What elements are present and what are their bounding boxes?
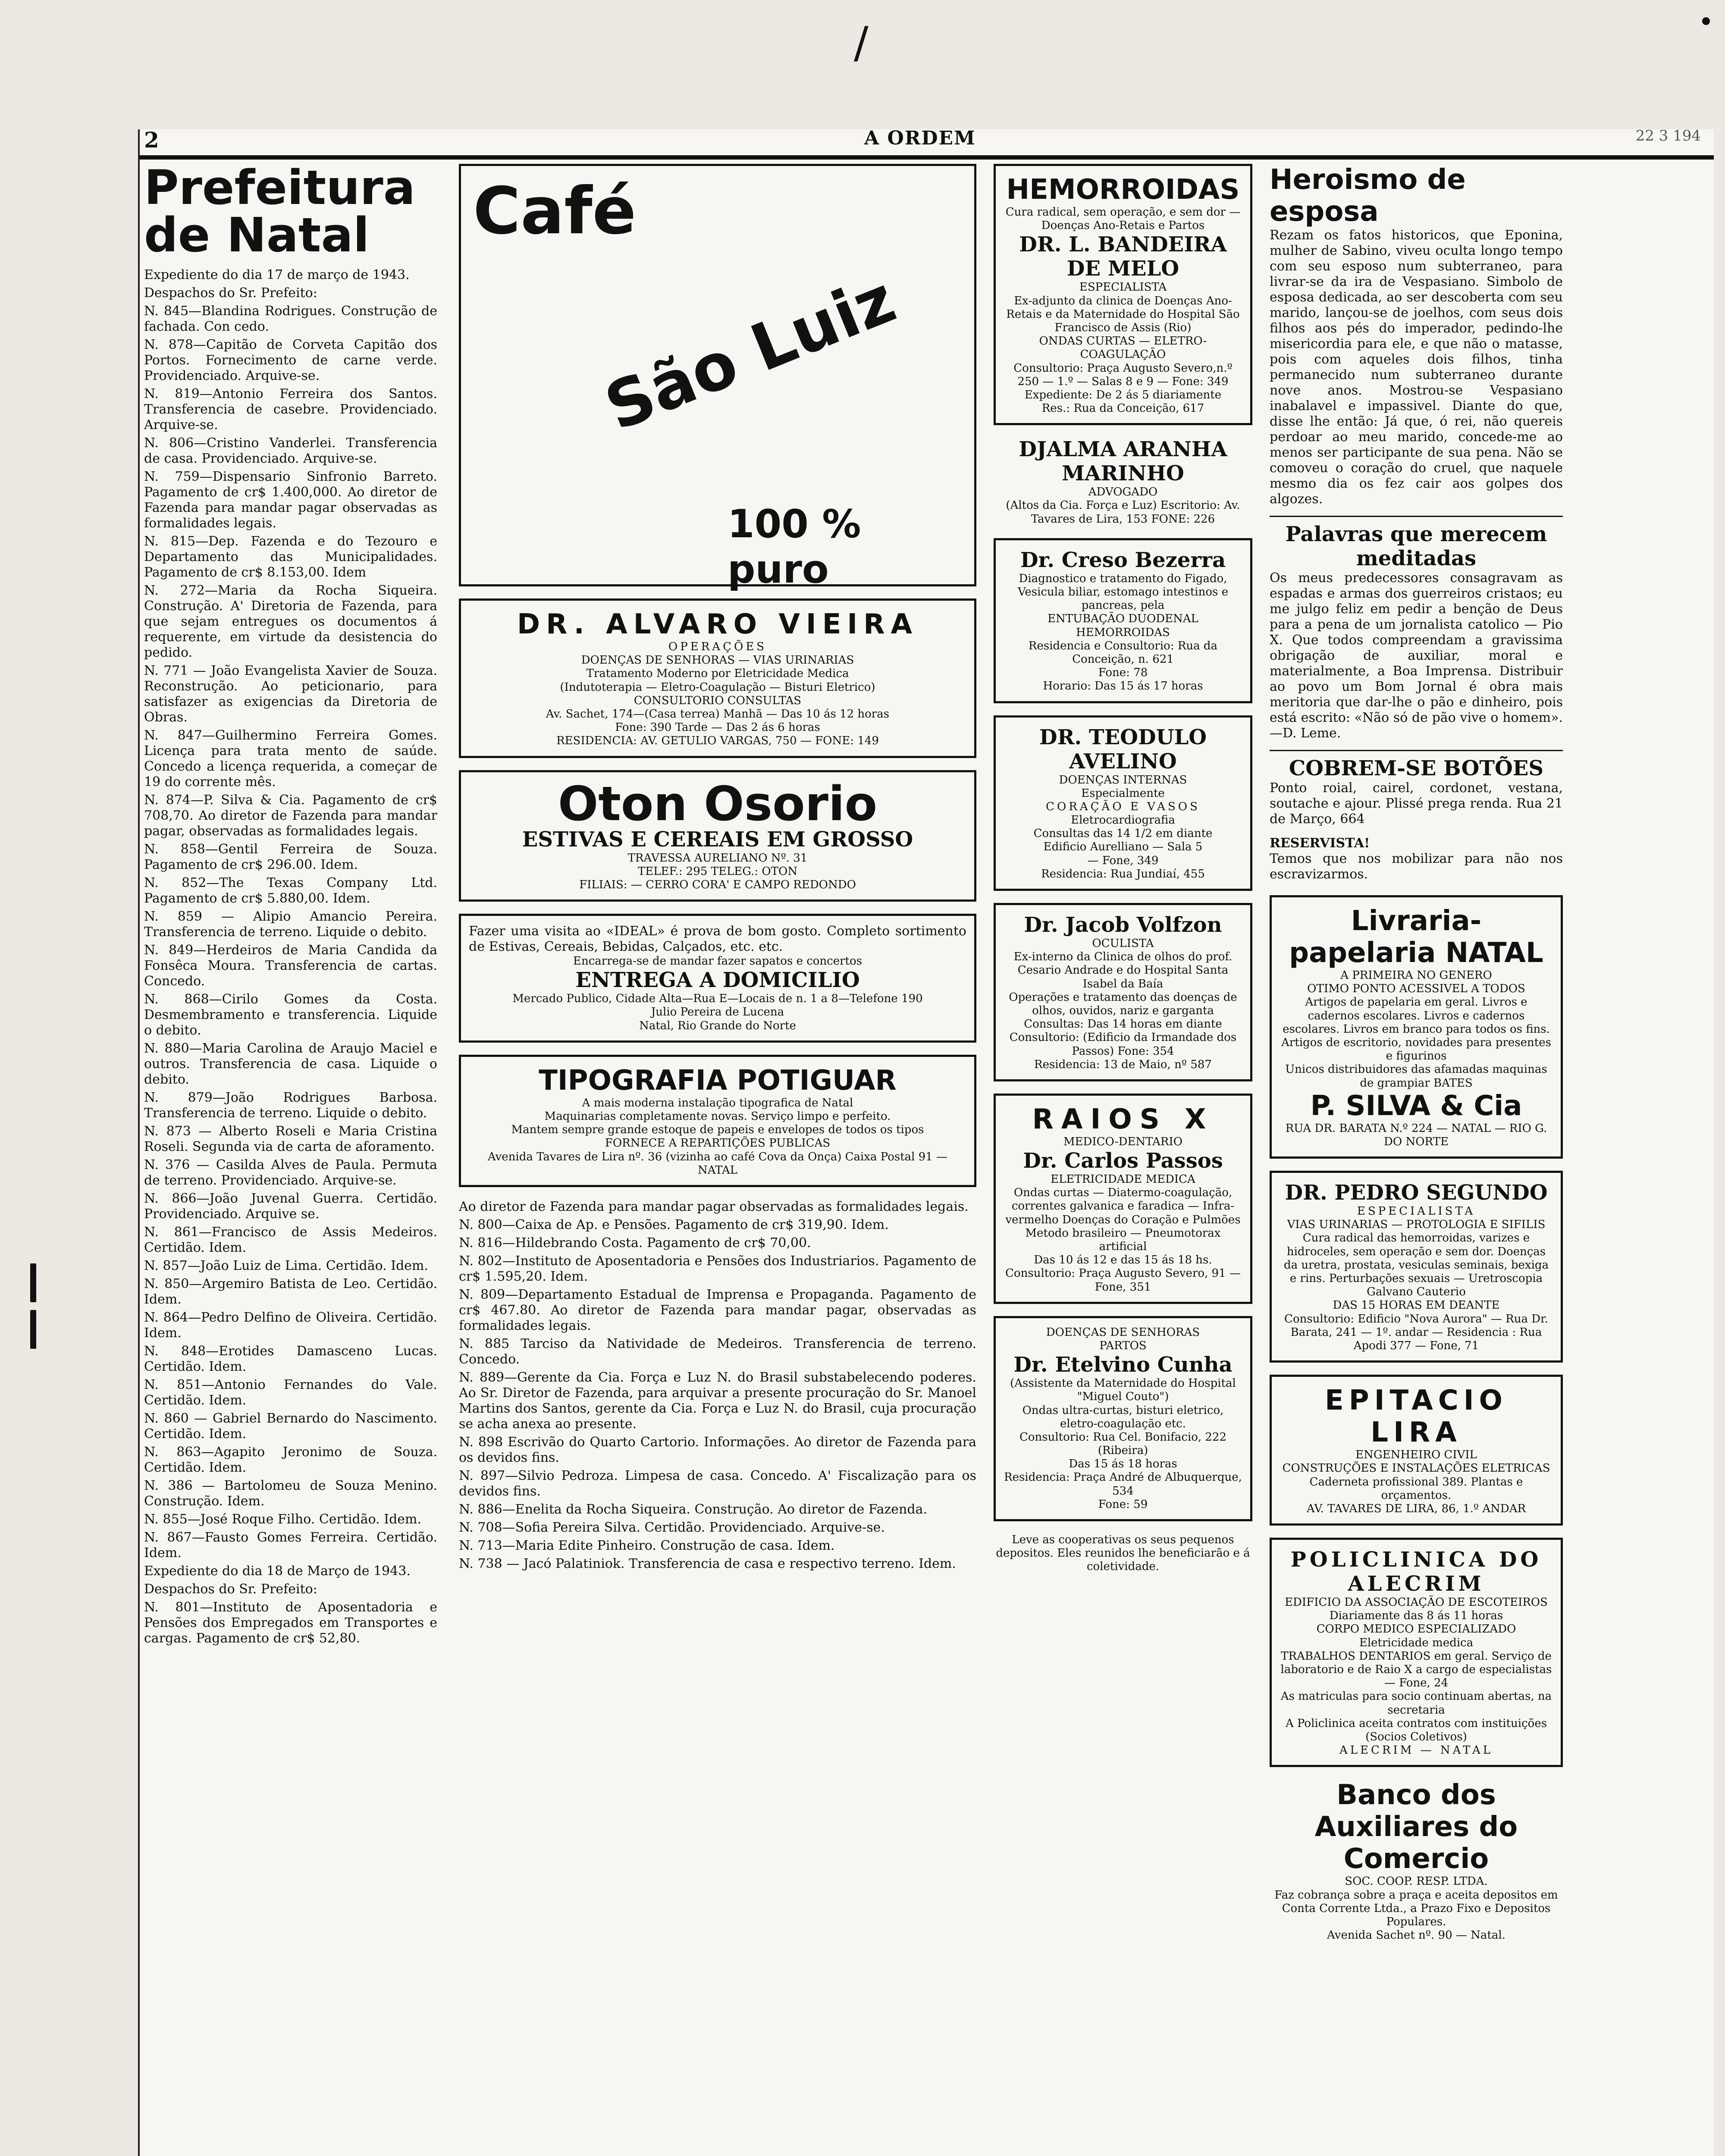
masthead <box>140 129 1714 160</box>
palavras-article <box>1270 522 1563 741</box>
volfzon-role: OCULISTA <box>1092 937 1154 950</box>
etelvino-title: DOENÇAS DE SENHORAS <box>1046 1326 1200 1339</box>
banco-line2: Faz cobrança sobre a praça e aceita depositos em Conta Corrente Ltda., a Prazo Fixo e Depositos Populares. <box>1274 1888 1558 1928</box>
banco-line1: SOC. COOP. RESP. LTDA. <box>1345 1875 1488 1888</box>
hemorroidas-consultorio: Consultorio: Praça Augusto Severo,n.º 250 — 1.º — Salas 8 e 9 — Fone: 349 <box>1013 361 1233 388</box>
teodulo-line1: DOENÇAS INTERNAS <box>1059 773 1187 787</box>
creso-ad <box>994 538 1252 703</box>
volfzon-line2: Operações e tratamento das doenças de olhos, ouvidos, nariz e garganta <box>1009 990 1237 1017</box>
cafe-brand-2: São Luiz <box>595 262 906 445</box>
hemorroidas-doctor: DR. L. BANDEIRA DE MELO <box>1019 232 1227 281</box>
tipografia-line4: FORNECE A REPARTIÇÕES PUBLICAS <box>605 1137 831 1150</box>
segundo-line4: Consultorio: Edificio "Nova Aurora" — Rua Dr. Barata, 241 — 1º. andar — Residencia : Rua Apodi 377 — Fone, 71 <box>1284 1312 1548 1352</box>
teodulo-line7: — Fone, 349 <box>1087 854 1159 867</box>
teodulo-line8: Residencia: Rua Jundiaí, 455 <box>1041 867 1205 881</box>
livraria-ad <box>1270 895 1563 1159</box>
creso-line1: Diagnostico e tratamento do Figado, Vesicula biliar, estomago intestinos e pancreas, pela <box>1018 572 1228 612</box>
despacho-entry: N. 889—Gerente da Cia. Força e Luz N. do Brasil substabelecendo poderes. Ao Sr. Diretor de Fazenda, para arquivar a presente procuração do Sr. Manoel Martins dos Santos, gerente da Cia. Força e Luz N. do Brasil, cuja procuração se acha anexa ao presente. <box>459 1369 976 1432</box>
hemorroidas-ad <box>994 164 1252 425</box>
despacho-entry: N. 849—Herdeiros de Maria Candida da Fonsêca Moura. Transferencia de cartas. Concedo. <box>144 943 437 989</box>
etelvino-line2: Ondas ultra-curtas, bisturi eletrico, eletro-coagulação etc. <box>1022 1404 1224 1430</box>
despacho-entry: Expediente do dia 18 de Março de 1943. <box>144 1564 411 1579</box>
vieira-line5: Av. Sachet, 174—(Casa terrea) Manhã — Das 10 ás 12 horas <box>546 707 890 721</box>
raiosx-line4: Das 10 ás 12 e das 15 ás 18 hs. <box>1034 1253 1212 1267</box>
creso-line6: Horario: Das 15 ás 17 horas <box>1043 680 1203 693</box>
column-doctors <box>994 164 1252 1574</box>
column-prefeitura <box>144 160 437 1649</box>
teodulo-line5: Consultas das 14 1/2 em diante <box>1033 827 1213 840</box>
despacho-entry: N. 868—Cirilo Gomes da Costa. Desmembramento e transferencia. Liquide o debito. <box>144 992 437 1038</box>
tipografia-line1: A mais moderna instalação tipografica de Natal <box>582 1096 853 1109</box>
policlinica-line5: TRABALHOS DENTARIOS em geral. Serviço de laboratorio e de Raio X a cargo de especialistas — Fone, 24 <box>1280 1649 1552 1690</box>
raiosx-line3: Ondas curtas — Diatermo-coagulação, correntes galvanica e faradica — Infra-vermelho Doenças do Coração e Pulmões Metodo brasileiro — Pneumotorax artificial <box>1005 1186 1241 1253</box>
hemorroidas-details: Ex-adjunto da clinica de Doenças Ano-Retais e da Maternidade do Hospital São Francisco de Assis (Rio) <box>1006 294 1240 334</box>
etelvino-ad <box>994 1316 1252 1521</box>
despacho-entry: N. 809—Departamento Estadual de Imprensa e Propaganda. Pagamento de cr$ 467.80. Ao diretor de Fazenda para mandar pagar, observadas as formalidades legais. <box>459 1287 976 1333</box>
despacho-entry: N. 801—Instituto de Aposentadoria e Pensões dos Empregados em Transportes e cargas. Pagamento de cr$ 52,80. <box>144 1600 437 1646</box>
policlinica-line7: A Policlinica aceita contratos com instituições (Socios Coletivos) <box>1285 1717 1547 1743</box>
livraria-title: Livraria-papelaria NATAL <box>1289 905 1543 969</box>
despacho-entry: N. 864—Pedro Delfino de Oliveira. Certidão. Idem. <box>144 1310 437 1341</box>
segundo-esp: ESPECIALISTA <box>1357 1205 1476 1218</box>
volfzon-line1: Ex-interno da Clinica de olhos do prof. Cesario Andrade e do Hospital Santa Isabel da Baía <box>1013 950 1233 990</box>
heroismo-title: Heroismo de esposa <box>1270 164 1466 228</box>
despacho-entry: N. 885 Tarciso da Natividade de Medeiros. Transferencia de terreno. Concedo. <box>459 1336 976 1367</box>
creso-line5: Fone: 78 <box>1098 666 1148 680</box>
ideal-line5: Julio Pereira de Lucena <box>651 1006 784 1019</box>
oton-name: Oton Osorio <box>558 776 878 831</box>
policlinica-line6: As matriculas para socio continuam abertas, na secretaria <box>1280 1690 1552 1717</box>
despacho-entry: N. 386 — Bartolomeu de Souza Menino. Construção. Idem. <box>144 1478 437 1509</box>
palavras-text: Os meus predecessores consagravam as espadas e armas dos guerreiros cristaos; eu me julgo feliz em pedir a benção de Deus para a pena de um jornalista catolico — Pio X. Que todos compreendam a gravissima obrigação de auxiliar, moral e materialmente, a Boa Imprensa. Distribuir ao povo um Bom Jornal é obra mais meritoria que dar-lhe o pão e dinheiro, pois está escrito: «Não só de pão vive o homem».—D. Leme. <box>1270 570 1563 741</box>
etelvino-line1: (Assistente da Maternidade do Hospital "Miguel Couto") <box>1010 1377 1236 1404</box>
despacho-entry: N. 857—João Luiz de Lima. Certidão. Idem. <box>144 1258 429 1273</box>
hemorroidas-sub: Cura radical, sem operação, e sem dor — Doenças Ano-Retais e Partos <box>1005 206 1241 232</box>
djalma-name: DJALMA ARANHA MARINHO <box>1019 437 1227 486</box>
heroismo-article <box>1270 164 1563 507</box>
raiosx-line2: ELETRICIDADE MEDICA <box>1051 1173 1195 1186</box>
newspaper-page <box>138 129 1714 2156</box>
despacho-entry: N. 860 — Gabriel Bernardo do Nascimento. Certidão. Idem. <box>144 1411 437 1442</box>
epitacio-line1: ENGENHEIRO CIVIL <box>1355 1448 1477 1462</box>
creso-line3: HEMORROIDAS <box>1076 626 1170 639</box>
despacho-entry: N. 738 — Jacó Palatiniok. Transferencia de casa e respectivo terreno. Idem. <box>459 1556 956 1571</box>
palavras-title: Palavras que merecem meditadas <box>1285 522 1547 570</box>
hemorroidas-res: Res.: Rua da Conceição, 617 <box>1041 402 1204 415</box>
ideal-text: Fazer uma visita ao «IDEAL» é prova de bom gosto. Completo sortimento de Estivas, Cereais, Bebidas, Calçados, etc. etc. <box>469 924 966 955</box>
despacho-entry: N. 815—Dep. Fazenda e do Tezouro e Departamento das Municipalidades. Pagamento de cr$ 8.153,00. Idem <box>144 534 437 580</box>
despacho-entry: N. 863—Agapito Jeronimo de Souza. Certidão. Idem. <box>144 1445 437 1475</box>
despacho-entry: N. 873 — Alberto Roseli e Maria Cristina Roseli. Segunda via de carta de aforamento. <box>144 1124 437 1154</box>
tipografia-title: TIPOGRAFIA POTIGUAR <box>539 1064 897 1097</box>
despacho-entry: N. 855—José Roque Filho. Certidão. Idem. <box>144 1512 422 1527</box>
despacho-entry: N. 897—Silvio Pedroza. Limpesa de casa. Concedo. A' Fiscalização para os devidos fins. <box>459 1468 976 1499</box>
dot-mark <box>1702 17 1710 25</box>
segundo-line3: DAS 15 HORAS EM DEANTE <box>1333 1299 1500 1312</box>
volfzon-name: Dr. Jacob Volfzon <box>1024 913 1222 937</box>
banco-title: Banco dos Auxiliares do Comercio <box>1314 1779 1518 1875</box>
teodulo-line2: Especialmente <box>1081 787 1165 800</box>
volfzon-line5: Residencia: 13 de Maio, nº 587 <box>1034 1058 1212 1071</box>
livraria-addr: RUA DR. BARATA N.º 224 — NATAL — RIO G. DO NORTE <box>1285 1122 1547 1148</box>
vieira-ad <box>459 599 976 758</box>
livraria-line3: Artigos de papelaria em geral. Livros e cadernos escolares. Livros e cadernos escolares. Livros em branco para todos os fins. Artigos de escritorio, novidades para presentes e figurinos <box>1281 996 1551 1063</box>
despacho-entry: N. 850—Argemiro Batista de Leo. Certidão. Idem. <box>144 1276 437 1307</box>
despacho-entry: N. 845—Blandina Rodrigues. Construção de fachada. Con cedo. <box>144 304 437 334</box>
epitacio-line4: AV. TAVARES DE LIRA, 86, 1.º ANDAR <box>1306 1502 1526 1515</box>
policlinica-line4: Eletricidade medica <box>1359 1636 1474 1649</box>
policlinica-line3: CORPO MEDICO ESPECIALIZADO <box>1316 1623 1516 1636</box>
ideal-line6: Natal, Rio Grande do Norte <box>639 1019 796 1032</box>
despacho-entry: N. 852—The Texas Company Ltd. Pagamento de cr$ 5.880,00. Idem. <box>144 875 437 906</box>
prefeitura-body <box>144 267 437 1646</box>
policlinica-line2: Diariamente das 8 ás 11 horas <box>1329 1609 1503 1623</box>
banco-ad <box>1270 1779 1563 1942</box>
etelvino-line6: Fone: 59 <box>1098 1498 1148 1511</box>
vieira-line4: CONSULTORIO CONSULTAS <box>634 694 802 707</box>
despacho-entry: N. 886—Enelita da Rocha Siqueira. Construção. Ao diretor de Fazenda. <box>459 1501 928 1517</box>
volfzon-line3: Consultas: Das 14 horas em diante <box>1024 1018 1222 1031</box>
raiosx-name: Dr. Carlos Passos <box>1023 1149 1223 1173</box>
despacho-entry: N. 806—Cristino Vanderlei. Transferencia de casa. Providenciado. Arquive-se. <box>144 436 437 466</box>
etelvino-line3: Consultorio: Rua Cel. Bonifacio, 222 (Ribeira) <box>1019 1430 1227 1457</box>
epitacio-ad <box>1270 1375 1563 1526</box>
creso-name: Dr. Creso Bezerra <box>1020 548 1226 572</box>
teodulo-ad <box>994 715 1252 891</box>
page-number: 2 <box>144 127 159 153</box>
oton-line2: TRAVESSA AURELIANO Nº. 31 <box>627 851 808 865</box>
despacho-entry: N. 878—Capitão de Corveta Capitão dos Portos. Fornecimento de carne verde. Providenciado. Arquive-se. <box>144 337 437 383</box>
teodulo-line6: Edificio Aurelliano — Sala 5 <box>1043 840 1203 854</box>
segundo-line2: Cura radical das hemorroidas, varizes e hidroceles, sem operação e sem dor. Doenças da uretra, prostata, vesiculas seminais, bexiga e rins. Perturbações sexuais — Uretroscopia Galvano Cauterio <box>1283 1232 1549 1299</box>
despacho-entry: N. 859 — Alipio Amancio Pereira. Transferencia de terreno. Liquide o debito. <box>144 909 437 940</box>
reservista-text: Temos que nos mobilizar para não nos escravizarmos. <box>1270 851 1563 882</box>
ideal-ad <box>459 914 976 1043</box>
vieira-name: DR. ALVARO VIEIRA <box>517 608 919 640</box>
despacho-entry: N. 861—Francisco de Assis Medeiros. Certidão. Idem. <box>144 1225 437 1255</box>
despacho-entry: N. 816—Hildebrando Costa. Pagamento de cr$ 70,00. <box>459 1235 811 1250</box>
teodulo-name: DR. TEODULO AVELINO <box>1039 725 1207 774</box>
despacho-entry: N. 708—Sofia Pereira Silva. Certidão. Providenciado. Arquive-se. <box>459 1520 885 1535</box>
vieira-line3: (Indutoterapia — Eletro-Coagulação — Bisturi Eletrico) <box>560 680 875 694</box>
ideal-line2: Encarrega-se de mandar fazer sapatos e concertos <box>573 955 862 968</box>
oton-ad <box>459 770 976 902</box>
vieira-line6: Fone: 390 Tarde — Das 2 ás 6 horas <box>615 721 820 734</box>
tipografia-line2: Maquinarias completamente novas. Serviço limpo e perfeito. <box>544 1110 891 1123</box>
livraria-company: P. SILVA & Cia <box>1310 1090 1522 1122</box>
livraria-line1: A PRIMEIRA NO GENERO <box>1340 969 1492 982</box>
etelvino-line4: Das 15 ás 18 horas <box>1069 1457 1177 1471</box>
column-ads-center <box>459 164 976 1574</box>
despacho-entry: N. 847—Guilhermino Ferreira Gomes. Licença para trata mento de saúde. Concedo a licença requerida, a começar de 19 do corrente mês. <box>144 728 437 790</box>
livraria-line2: OTIMO PONTO ACESSIVEL A TODOS <box>1307 982 1525 996</box>
djalma-addr: (Altos da Cia. Força e Luz) Escritorio: Av. Tavares de Lira, 153 FONE: 226 <box>1006 499 1240 526</box>
despacho-entry: N. 874—P. Silva & Cia. Pagamento de cr$ 708,70. Ao diretor de Fazenda para mandar pagar, observadas as formalidades legais. <box>144 793 437 839</box>
botoes-title: COBREM-SE BOTÕES <box>1289 756 1544 780</box>
creso-line4: Residencia e Consultorio: Rua da Conceição, n. 621 <box>1028 639 1218 666</box>
raiosx-line5: Consultorio: Praça Augusto Severo, 91 — Fone, 351 <box>1005 1267 1241 1294</box>
despacho-entry: Despachos do Sr. Prefeito: <box>144 1582 317 1597</box>
etelvino-line5: Residencia: Praça André de Albuquerque, 534 <box>1004 1471 1242 1498</box>
slash-mark: / <box>854 17 869 68</box>
epitacio-name: EPITACIO LIRA <box>1325 1385 1508 1449</box>
cooperative-note: Leve as cooperativas os seus pequenos depositos. Eles reunidos lhe beneficiarão e á coletividade. <box>996 1533 1250 1573</box>
djalma-role: ADVOGADO <box>1088 486 1158 499</box>
despacho-entry: N. 866—João Juvenal Guerra. Certidão. Providenciado. Arquive se. <box>144 1191 437 1222</box>
despacho-entry: N. 851—Antonio Fernandes do Vale. Certidão. Idem. <box>144 1377 437 1408</box>
despacho-entry: Ao diretor de Fazenda para mandar pagar observadas as formalidades legais. <box>459 1199 969 1214</box>
raiosx-ad <box>994 1094 1252 1304</box>
volfzon-ad <box>994 903 1252 1081</box>
column-right <box>1270 164 1563 1942</box>
oton-line3: TELEF.: 295 TELEG.: OTON <box>637 865 798 878</box>
policlinica-line1: EDIFICIO DA ASSOCIAÇÃO DE ESCOTEIROS <box>1285 1596 1548 1609</box>
reservista-note <box>1270 836 1563 882</box>
etelvino-name: Dr. Etelvino Cunha <box>1013 1353 1233 1377</box>
expediente-header: Expediente do dia 17 de março de 1943. <box>144 267 410 282</box>
despacho-entry: N. 272—Maria da Rocha Siqueira. Construção. A' Diretoria de Fazenda, para que sejam entregues os documentos á requerente, em virtude da desistencia do pedido. <box>144 583 437 660</box>
livraria-line4: Unicos distribuidores das afamadas maquinas de grampiar BATES <box>1285 1063 1547 1090</box>
teodulo-line4: Eletrocardiografia <box>1071 814 1175 827</box>
despacho-entry: N. 376 — Casilda Alves de Paula. Permuta de terreno. Providenciado. Arquive-se. <box>144 1157 437 1188</box>
creso-line2: ENTUBAÇÃO DUODENAL <box>1048 612 1198 626</box>
cafe-ad <box>459 164 976 592</box>
date: 22 3 194 <box>1635 127 1701 144</box>
policlinica-ad <box>1270 1538 1563 1767</box>
hemorroidas-title: HEMORROIDAS <box>1006 174 1240 206</box>
tipografia-ad <box>459 1055 976 1187</box>
djalma-ad <box>994 437 1252 526</box>
despacho-entry: N. 800—Caixa de Ap. e Pensões. Pagamento de cr$ 319,90. Idem. <box>459 1217 889 1232</box>
botoes-text: Ponto roial, cairel, cordonet, vestana, soutache e ajour. Plissé prega renda. Rua 21 de Março, 664 <box>1270 780 1563 827</box>
despacho-entry: N. 867—Fausto Gomes Ferreira. Certidão. Idem. <box>144 1530 437 1561</box>
despacho-entry: N. 713—Maria Edite Pinheiro. Construção de casa. Idem. <box>459 1538 835 1553</box>
margin-ink-marks <box>30 1263 36 1357</box>
segundo-line1: VIAS URINARIAS — PROTOLOGIA E SIFILIS <box>1287 1218 1546 1232</box>
despacho-entry: N. 802—Instituto de Aposentadoria e Pensões dos Industriarios. Pagamento de cr$ 1.595,20. Idem. <box>459 1253 976 1284</box>
hemorroidas-expediente: Expediente: De 2 ás 5 diariamente <box>1024 388 1222 401</box>
oton-line4: FILIAIS: — CERRO CORA' E CAMPO REDONDO <box>579 878 856 891</box>
despacho-entry: N. 880—Maria Carolina de Araujo Maciel e outros. Transferencia de casa. Liquide o debito. <box>144 1041 437 1087</box>
despacho-entry: N. 898 Escrivão do Quarto Cartorio. Informações. Ao diretor de Fazenda para os devidos fins. <box>459 1434 976 1465</box>
vieira-sub: OPERAÇÕES <box>668 640 767 653</box>
newspaper-title: A ORDEM <box>864 127 976 149</box>
segundo-ad <box>1270 1171 1563 1363</box>
hemorroidas-esp: ESPECIALISTA <box>1079 281 1167 294</box>
policlinica-title: POLICLINICA DO ALECRIM <box>1290 1548 1542 1596</box>
hemorroidas-ondas: ONDAS CURTAS — ELETRO-COAGULAÇÃO <box>1039 335 1207 361</box>
raiosx-line1: MEDICO-DENTARIO <box>1063 1135 1183 1148</box>
despacho-entry: N. 858—Gentil Ferreira de Souza. Pagamento de cr$ 296.00. Idem. <box>144 842 437 872</box>
oton-line1: ESTIVAS E CEREAIS EM GROSSO <box>522 827 913 852</box>
raiosx-title: RAIOS X <box>1032 1103 1214 1135</box>
banco-line3: Avenida Sachet nº. 90 — Natal. <box>1327 1929 1505 1942</box>
prefeitura-title: Prefeitura de Natal <box>144 160 416 263</box>
despacho-entry: N. 848—Erotides Damasceno Lucas. Certidão. Idem. <box>144 1344 437 1374</box>
tipografia-line3: Mantem sempre grande estoque de papeis e envelopes de todos os tipos <box>511 1123 924 1137</box>
segundo-name: DR. PEDRO SEGUNDO <box>1285 1181 1548 1205</box>
vieira-line2: Tratamento Moderno por Eletricidade Medica <box>586 667 849 680</box>
cafe-brand-1: Café <box>473 174 637 249</box>
despacho-entry: N. 819—Antonio Ferreira dos Santos. Transferencia de casebre. Providenciado. Arquive-se. <box>144 386 437 432</box>
vieira-line1: DOENÇAS DE SENHORAS — VIAS URINARIAS <box>581 654 854 667</box>
epitacio-line2: CONSTRUÇÕES E INSTALAÇÕES ELETRICAS <box>1282 1462 1550 1475</box>
despacho-entry: N. 771 — João Evangelista Xavier de Souza. Reconstrução. Ao peticionario, para satisfazer as exigencias da Diretoria de Obras. <box>144 663 437 725</box>
heroismo-text: Rezam os fatos historicos, que Eponina, mulher de Sabino, viveu oculta longo tempo com seu esposo num subterraneo, para livrar-se da ira de Vespasiano. Simbolo de esposa dedicada, ao ser descoberta com seu marido, lançou-se de joelhos, com seus dois filhos aos pés do imperador, pedindo-lhe misericordia para ele, e que não o matasse, pois com aqueles dois filhos, tinha permanecido num subterraneo durante nove anos. Mostrou-se Vespasiano inabalavel e impassivel. Diante do que, disse lhe então: Já que, ó rei, não quereis perdoar ao meu marido, concede-me ao menos ser participante de sua pena. Não se comoveu o coração do cruel, que naquele mesmo dia os fez cair aos golpes dos algozes. <box>1270 228 1563 507</box>
vieira-line7: RESIDENCIA: AV. GETULIO VARGAS, 750 — FONE: 149 <box>556 734 879 748</box>
volfzon-line4: Consultorio: (Edificio da Irmandade dos Passos) Fone: 354 <box>1009 1031 1237 1058</box>
epitacio-line3: Caderneta profissional 389. Plantas e orçamentos. <box>1309 1475 1523 1502</box>
despachos-continuation <box>459 1199 976 1572</box>
tipografia-line5: Avenida Tavares de Lira nº. 36 (vizinha ao café Cova da Onça) Caixa Postal 91 — NATAL <box>487 1150 948 1177</box>
etelvino-sub: PARTOS <box>1099 1339 1147 1352</box>
despacho-entry: N. 879—João Rodrigues Barbosa. Transferencia de terreno. Liquide o debito. <box>144 1090 437 1121</box>
policlinica-line8: ALECRIM — NATAL <box>1339 1744 1493 1757</box>
despacho-entry: N. 759—Dispensario Sinfronio Barreto. Pagamento de cr$ 1.400,000. Ao diretor de Fazenda para mandar pagar observadas as formalidades legais. <box>144 469 437 531</box>
teodulo-line3: CORAÇÃO E VASOS <box>1046 800 1200 813</box>
despacho-entry: Despachos do Sr. Prefeito: <box>144 285 317 301</box>
botoes-ad <box>1270 756 1563 827</box>
ideal-line3: ENTREGA A DOMICILIO <box>575 968 860 993</box>
reservista-title: RESERVISTA! <box>1270 836 1370 851</box>
cafe-claim: 100 % puro <box>728 501 861 592</box>
ideal-line4: Mercado Publico, Cidade Alta—Rua E—Locais de n. 1 a 8—Telefone 190 <box>512 992 923 1006</box>
